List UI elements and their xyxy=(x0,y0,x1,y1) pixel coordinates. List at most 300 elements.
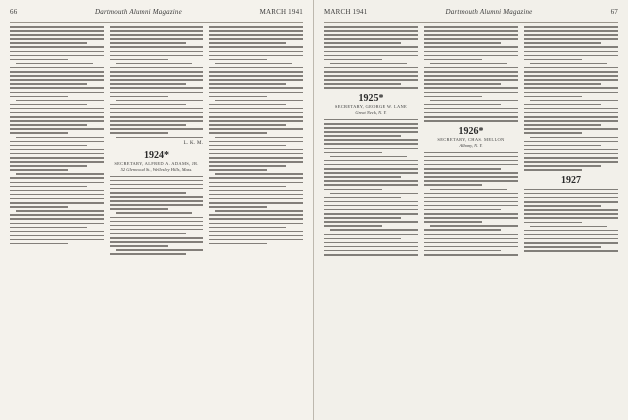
left-columns xyxy=(10,26,303,414)
class-heading-1924 xyxy=(110,150,204,173)
text-line xyxy=(524,34,618,36)
text-line xyxy=(209,124,286,126)
left-col2-top-text xyxy=(110,26,204,138)
text-line xyxy=(10,177,104,179)
text-line xyxy=(10,206,68,208)
text-line xyxy=(209,198,303,200)
text-line xyxy=(110,217,204,219)
text-line xyxy=(324,119,418,121)
text-line xyxy=(324,201,418,203)
text-line xyxy=(10,42,87,44)
text-line xyxy=(110,208,168,210)
text-line xyxy=(110,59,168,61)
text-line xyxy=(524,201,618,203)
text-line xyxy=(324,75,418,77)
text-line xyxy=(424,71,518,73)
text-line xyxy=(524,149,618,151)
text-line xyxy=(110,96,168,98)
text-line xyxy=(209,116,303,118)
text-line xyxy=(10,239,104,241)
text-line xyxy=(215,173,303,175)
text-line xyxy=(324,180,418,182)
text-line xyxy=(424,193,518,195)
text-line xyxy=(110,204,204,206)
text-line xyxy=(209,96,267,98)
text-line xyxy=(524,79,618,81)
text-line xyxy=(324,42,401,44)
text-line xyxy=(10,30,104,32)
text-line xyxy=(524,104,601,106)
text-line xyxy=(110,176,204,178)
text-line xyxy=(209,153,303,155)
text-line xyxy=(215,210,303,212)
text-line xyxy=(116,212,193,214)
text-line xyxy=(424,34,518,36)
text-line xyxy=(10,153,104,155)
text-line xyxy=(110,51,204,53)
text-line xyxy=(209,59,267,61)
text-line xyxy=(209,79,303,81)
class-address: Albany, N. Y. xyxy=(459,142,483,148)
text-line xyxy=(330,156,407,158)
text-line xyxy=(424,120,518,122)
right-column-1 xyxy=(324,26,418,414)
text-line xyxy=(209,128,303,130)
text-line xyxy=(10,46,104,48)
text-line xyxy=(110,200,204,202)
text-line xyxy=(209,235,303,237)
text-line xyxy=(424,197,518,199)
text-line xyxy=(424,164,518,166)
text-line xyxy=(10,34,104,36)
text-line xyxy=(10,128,104,130)
text-line xyxy=(209,206,267,208)
text-line xyxy=(110,34,204,36)
text-line xyxy=(10,59,68,61)
class-year: 1925* xyxy=(358,92,384,104)
text-line xyxy=(524,242,618,244)
text-line xyxy=(209,186,286,188)
text-line xyxy=(424,168,501,170)
text-line xyxy=(110,124,187,126)
text-line xyxy=(324,160,418,162)
text-line xyxy=(209,141,303,143)
text-line xyxy=(530,137,618,139)
text-line xyxy=(524,71,618,73)
text-line xyxy=(530,226,607,228)
text-line xyxy=(524,193,618,195)
text-line xyxy=(16,100,104,102)
text-line xyxy=(324,250,418,252)
text-line xyxy=(424,201,518,203)
right-col3-bottom-text xyxy=(524,189,618,252)
text-line xyxy=(524,213,618,215)
text-line xyxy=(209,26,303,28)
text-line xyxy=(424,67,518,69)
text-line xyxy=(116,249,204,251)
text-line xyxy=(16,63,93,65)
text-line xyxy=(530,100,618,102)
text-line xyxy=(209,108,303,110)
text-line xyxy=(324,135,401,137)
text-line xyxy=(324,87,418,89)
text-line xyxy=(110,75,204,77)
text-line xyxy=(424,55,518,57)
right-col2-bottom-text xyxy=(424,152,518,256)
class-address: 52 Glenwood St., Wellesley Hills, Mass. xyxy=(120,166,193,172)
text-line xyxy=(524,197,618,199)
text-line xyxy=(209,104,286,106)
text-line xyxy=(524,189,618,191)
text-line xyxy=(424,92,518,94)
text-line xyxy=(209,194,303,196)
text-line xyxy=(110,42,187,44)
text-line xyxy=(524,153,618,155)
text-line xyxy=(110,188,204,190)
text-line xyxy=(110,83,187,85)
text-line xyxy=(10,243,68,245)
text-line xyxy=(10,141,104,143)
text-line xyxy=(424,213,518,215)
text-line xyxy=(424,156,518,158)
text-line xyxy=(209,190,303,192)
text-line xyxy=(324,197,401,199)
text-line xyxy=(209,218,303,220)
text-line xyxy=(110,55,204,57)
text-line xyxy=(424,108,518,110)
class-year: 1926* xyxy=(458,125,484,137)
text-line xyxy=(209,177,303,179)
text-line xyxy=(209,46,303,48)
text-line xyxy=(524,141,618,143)
text-line xyxy=(524,42,601,44)
text-line xyxy=(10,112,104,114)
text-line xyxy=(524,124,601,126)
text-line xyxy=(10,161,104,163)
text-line xyxy=(424,246,518,248)
text-line xyxy=(209,157,303,159)
text-line xyxy=(424,221,482,223)
text-line xyxy=(324,131,418,133)
text-line xyxy=(10,227,87,229)
class-signature: L. K. M. xyxy=(183,140,204,146)
text-line xyxy=(524,169,582,171)
text-line xyxy=(424,59,482,61)
text-line xyxy=(110,112,204,114)
text-line xyxy=(324,238,401,240)
text-line xyxy=(10,38,104,40)
text-line xyxy=(110,92,204,94)
right-magazine-title: Dartmouth Alumni Magazine xyxy=(445,8,533,16)
text-line xyxy=(10,67,104,69)
text-line xyxy=(10,108,104,110)
text-line xyxy=(324,221,418,223)
text-line xyxy=(424,205,518,207)
class-heading-1925 xyxy=(324,93,418,116)
text-line xyxy=(524,128,618,130)
text-line xyxy=(209,145,286,147)
text-line xyxy=(209,30,303,32)
text-line xyxy=(524,67,618,69)
text-line xyxy=(524,51,618,53)
text-line xyxy=(524,108,618,110)
text-line xyxy=(424,38,518,40)
text-line xyxy=(10,194,104,196)
text-line xyxy=(324,139,418,141)
text-line xyxy=(524,46,618,48)
text-line xyxy=(524,205,601,207)
text-line xyxy=(524,209,618,211)
text-line xyxy=(16,210,104,212)
text-line xyxy=(424,96,482,98)
text-line xyxy=(10,83,87,85)
text-line xyxy=(209,71,303,73)
left-column-2 xyxy=(110,26,204,414)
text-line xyxy=(330,193,418,195)
text-line xyxy=(110,253,187,255)
text-line xyxy=(324,123,418,125)
text-line xyxy=(430,189,507,191)
text-line xyxy=(424,112,518,114)
text-line xyxy=(10,182,104,184)
right-columns xyxy=(324,26,618,414)
text-line xyxy=(110,120,204,122)
text-line xyxy=(524,250,618,252)
text-line xyxy=(116,100,204,102)
text-line xyxy=(524,26,618,28)
text-line xyxy=(524,83,601,85)
text-line xyxy=(110,180,204,182)
text-line xyxy=(530,63,607,65)
text-line xyxy=(209,75,303,77)
text-line xyxy=(116,137,204,139)
text-line xyxy=(209,112,303,114)
text-line xyxy=(324,189,382,191)
text-line xyxy=(10,190,104,192)
text-line xyxy=(324,55,418,57)
text-line xyxy=(10,214,104,216)
text-line xyxy=(324,176,401,178)
text-line xyxy=(424,116,518,118)
text-line xyxy=(324,30,418,32)
text-line xyxy=(110,104,187,106)
text-line xyxy=(215,63,292,65)
text-line xyxy=(430,225,518,227)
text-line xyxy=(324,234,418,236)
text-line xyxy=(10,116,104,118)
text-line xyxy=(116,63,193,65)
text-line xyxy=(424,242,518,244)
left-page-header xyxy=(10,8,303,23)
text-line xyxy=(209,182,303,184)
left-column-1 xyxy=(10,26,104,414)
text-line xyxy=(430,63,507,65)
text-line xyxy=(424,51,518,53)
class-year: 1927 xyxy=(561,174,581,186)
text-line xyxy=(10,132,68,134)
text-line xyxy=(424,229,501,231)
text-line xyxy=(110,184,204,186)
text-line xyxy=(524,38,618,40)
text-line xyxy=(424,180,518,182)
class-year: 1924* xyxy=(144,149,169,161)
text-line xyxy=(209,67,303,69)
text-line xyxy=(424,83,501,85)
text-line xyxy=(110,128,204,130)
text-line xyxy=(324,213,418,215)
text-line xyxy=(10,149,104,151)
right-col3-top-text xyxy=(524,26,618,171)
text-line xyxy=(10,96,68,98)
text-line xyxy=(110,46,204,48)
text-line xyxy=(524,230,618,232)
text-line xyxy=(524,234,618,236)
left-page-number: 66 xyxy=(10,8,18,16)
text-line xyxy=(424,42,501,44)
text-line xyxy=(110,116,204,118)
text-line xyxy=(324,246,418,248)
left-issue-date: MARCH 1941 xyxy=(259,8,303,16)
text-line xyxy=(424,217,518,219)
text-line xyxy=(209,202,303,204)
text-line xyxy=(424,250,501,252)
text-line xyxy=(110,196,204,198)
text-line xyxy=(324,67,418,69)
text-line xyxy=(215,137,303,139)
text-line xyxy=(524,96,582,98)
right-page-header xyxy=(324,8,618,23)
right-page-number: 67 xyxy=(610,8,618,16)
text-line xyxy=(324,34,418,36)
text-line xyxy=(324,254,418,256)
text-line xyxy=(524,30,618,32)
text-line xyxy=(110,221,204,223)
text-line xyxy=(324,205,418,207)
class-heading-1926 xyxy=(424,126,518,149)
right-col1-bottom-text xyxy=(324,119,418,256)
text-line xyxy=(524,246,601,248)
text-line xyxy=(324,143,418,145)
text-line xyxy=(324,71,418,73)
text-line xyxy=(324,164,418,166)
text-line xyxy=(10,157,104,159)
text-line xyxy=(10,169,68,171)
text-line xyxy=(10,202,104,204)
text-line xyxy=(424,26,518,28)
text-line xyxy=(324,38,418,40)
text-line xyxy=(324,51,418,53)
text-line xyxy=(524,59,582,61)
text-line xyxy=(209,239,303,241)
text-line xyxy=(430,100,518,102)
text-line xyxy=(209,214,303,216)
text-line xyxy=(110,245,168,247)
class-heading-1927 xyxy=(524,175,618,186)
text-line xyxy=(524,92,618,94)
text-line xyxy=(524,55,618,57)
text-line xyxy=(324,217,401,219)
text-line xyxy=(209,169,267,171)
text-line xyxy=(524,120,618,122)
text-line xyxy=(424,160,518,162)
text-line xyxy=(524,165,601,167)
text-line xyxy=(524,87,618,89)
right-column-2 xyxy=(424,26,518,414)
text-line xyxy=(110,241,204,243)
text-line xyxy=(110,71,204,73)
class-address: Great Neck, N. Y. xyxy=(355,109,387,115)
text-line xyxy=(215,100,303,102)
text-line xyxy=(424,79,518,81)
text-line xyxy=(16,137,104,139)
text-line xyxy=(110,108,204,110)
text-line xyxy=(10,87,104,89)
text-line xyxy=(209,55,303,57)
text-line xyxy=(110,30,204,32)
text-line xyxy=(10,124,87,126)
left-column-3 xyxy=(209,26,303,414)
class-secretary: SECRETARY, ALFRED A. ADAMS, JR. xyxy=(114,160,199,166)
text-line xyxy=(110,67,204,69)
text-line xyxy=(324,168,418,170)
text-line xyxy=(209,165,286,167)
text-line xyxy=(324,152,382,154)
text-line xyxy=(209,51,303,53)
text-line xyxy=(110,87,204,89)
text-line xyxy=(324,184,418,186)
right-issue-date: MARCH 1941 xyxy=(324,8,368,16)
text-line xyxy=(10,51,104,53)
text-line xyxy=(424,87,518,89)
text-line xyxy=(324,209,418,211)
text-line xyxy=(110,237,204,239)
text-line xyxy=(524,132,582,134)
text-line xyxy=(324,172,418,174)
text-line xyxy=(209,231,303,233)
text-line xyxy=(209,161,303,163)
text-line xyxy=(324,83,401,85)
text-line xyxy=(324,79,418,81)
text-line xyxy=(324,242,418,244)
text-line xyxy=(10,71,104,73)
text-line xyxy=(10,198,104,200)
text-line xyxy=(324,26,418,28)
right-column-3 xyxy=(524,26,618,414)
text-line xyxy=(10,120,104,122)
text-line xyxy=(209,120,303,122)
text-line xyxy=(209,132,267,134)
text-line xyxy=(10,186,87,188)
text-line xyxy=(324,127,418,129)
text-line xyxy=(524,157,618,159)
text-line xyxy=(330,229,418,231)
text-line xyxy=(110,192,187,194)
text-line xyxy=(10,75,104,77)
text-line xyxy=(424,234,518,236)
text-line xyxy=(10,92,104,94)
text-line xyxy=(10,145,87,147)
text-line xyxy=(209,42,286,44)
text-line xyxy=(424,172,518,174)
text-line xyxy=(524,116,618,118)
text-line xyxy=(424,254,518,256)
text-line xyxy=(209,227,286,229)
text-line xyxy=(110,132,168,134)
text-line xyxy=(324,46,418,48)
text-line xyxy=(209,92,303,94)
text-line xyxy=(10,104,87,106)
text-line xyxy=(110,229,204,231)
